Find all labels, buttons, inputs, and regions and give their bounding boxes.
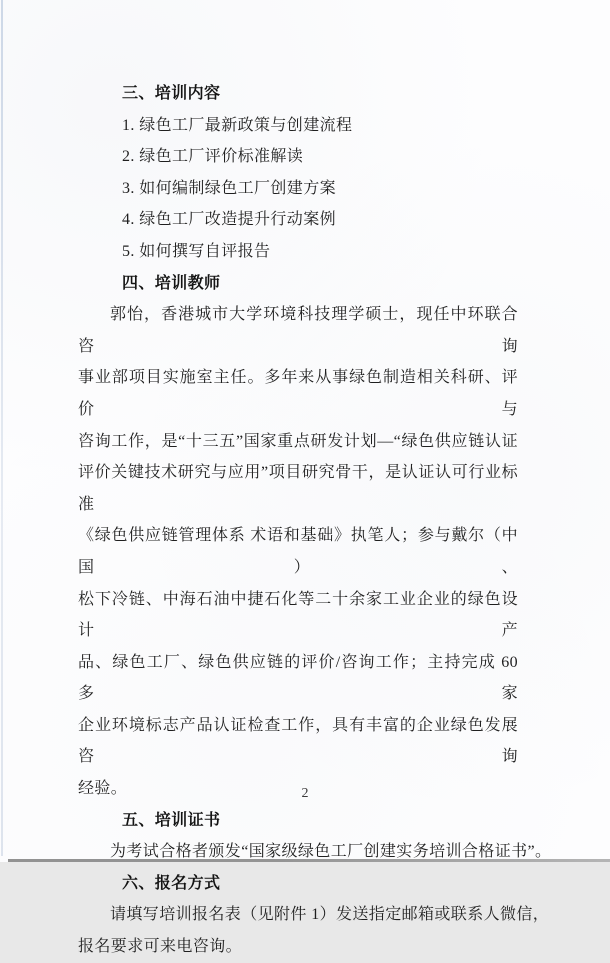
certificate-text: 为考试合格者颁发“国家级绿色工厂创建实务培训合格证书”。 [110,843,552,861]
section-heading-certificate: 五、培训证书 [122,811,221,829]
trainer-bio-line: 松下冷链、中海石油中捷石化等二十余家工业企业的绿色设计产 [78,590,518,640]
training-content-item: 4. 绿色工厂改造提升行动案例 [122,211,337,229]
training-content-item: 3. 如何编制绿色工厂创建方案 [122,179,337,197]
trainer-bio-line: 咨询工作，是“十三五”国家重点研发计划—“绿色供应链认证 [78,432,518,450]
registration-line: 请填写培训报名表（见附件 1）发送指定邮箱或联系人微信， [110,906,550,924]
page-number: 2 [301,786,309,801]
training-content-item: 1. 绿色工厂最新政策与创建流程 [122,116,353,134]
section-heading-training-content: 三、培训内容 [122,85,221,102]
trainer-bio-line: 事业部项目实施室主任。多年来从事绿色制造相关科研、评价与 [78,369,518,418]
trainer-bio-line: 评价关键技术研究与应用”项目研究骨干，是认证认可行业标准 [78,464,518,513]
training-content-item: 2. 绿色工厂评价标准解读 [122,148,304,166]
trainer-bio-line: 《绿色供应链管理体系 术语和基础》执笔人；参与戴尔（中国）、 [78,527,518,576]
section-heading-registration: 六、报名方式 [122,874,221,892]
trainer-bio-line: 品、绿色工厂、绿色供应链的评价/咨询工作；主持完成 60 多家 [78,653,518,703]
trainer-bio-line: 郭怡，香港城市大学环境科技理学硕士，现任中环联合咨询 [78,306,518,355]
trainer-bio-line: 企业环境标志产品认证检查工作，具有丰富的企业绿色发展咨询 [78,716,518,766]
trainer-bio-line: 经验。 [78,780,128,798]
scan-edge-left-line [1,0,3,856]
section-heading-trainers: 四、培训教师 [122,274,221,292]
document-content [78,78,552,963]
registration-line: 报名要求可来电咨询。 [78,938,243,956]
training-content-item: 5. 如何撰写自评报告 [122,242,271,260]
